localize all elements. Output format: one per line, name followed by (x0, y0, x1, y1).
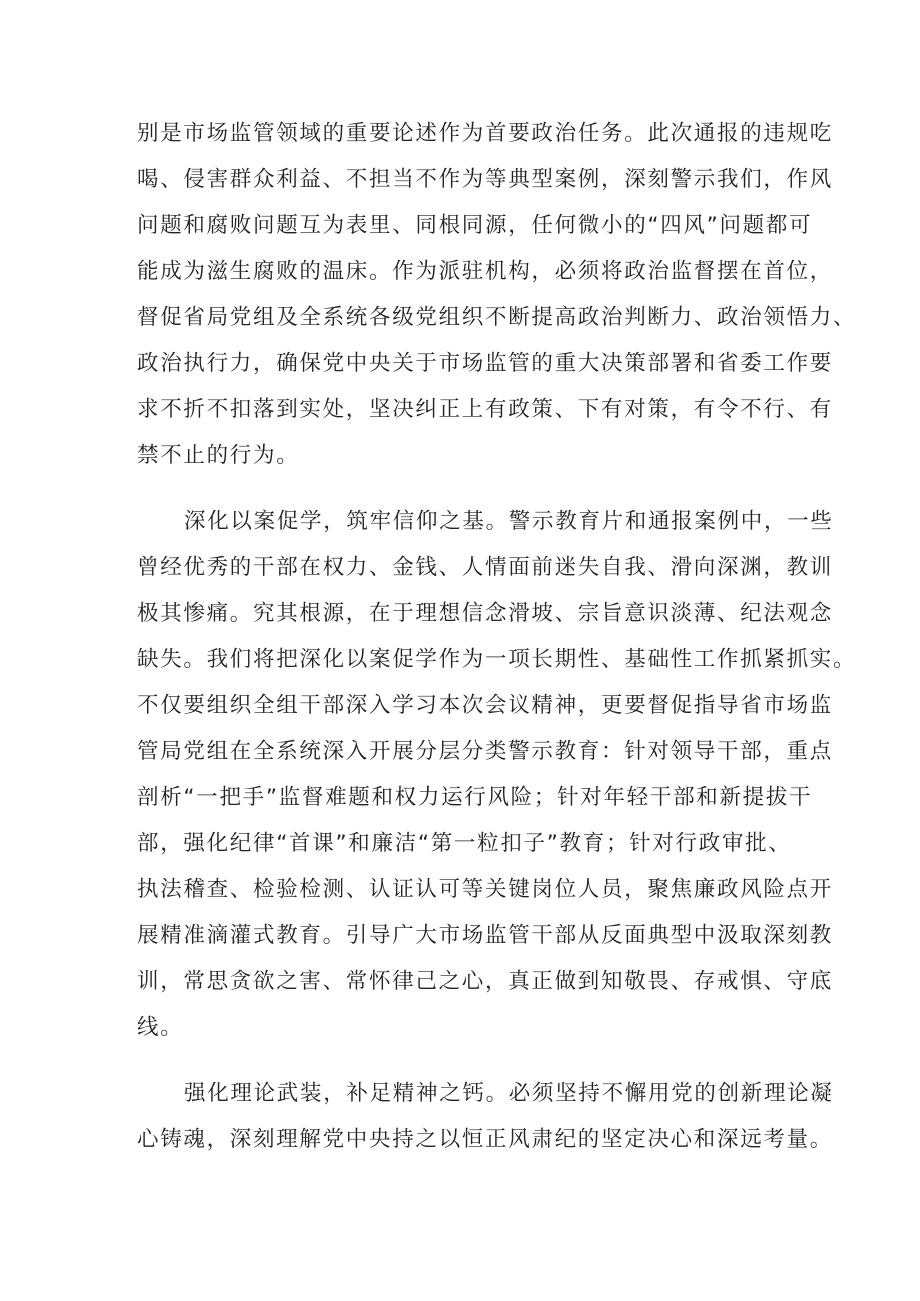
text-line: 极其惨痛。究其根源，在于理想信念滑坡、宗旨意识淡薄、纪法观念 (137, 601, 834, 626)
text-line: 展精准滴灌式教育。引导广大市场监管干部从反面典型中汲取深刻教 (137, 923, 834, 948)
text-line: 别是市场监管领域的重要论述作为首要政治任务。此次通报的违规吃 (137, 121, 834, 146)
text-line: 能成为滋生腐败的温床。作为派驻机构，必须将政治监督摆在首位， (137, 259, 834, 284)
text-line: 线。 (137, 1015, 184, 1040)
text-line: 不仅要组织全组干部深入学习本次会议精神，更要督促指导省市场监 (137, 693, 834, 718)
text-line: 督促省局党组及全系统各级党组织不断提高政治判断力、政治领悟力、 (137, 305, 857, 330)
text-line: 求不折不扣落到实处，坚决纠正上有政策、下有对策，有令不行、有 (137, 397, 834, 422)
text-line: 执法稽查、检验检测、认证认可等关键岗位人员，聚焦廉政风险点开 (137, 877, 834, 902)
text-line: 曾经优秀的干部在权力、金钱、人情面前迷失自我、滑向深渊，教训 (137, 555, 834, 580)
text-line: 问题和腐败问题互为表里、同根同源，任何微小的“四风”问题都可 (137, 213, 813, 238)
text-line: 喝、侵害群众利益、不担当不作为等典型案例，深刻警示我们，作风 (137, 167, 834, 192)
text-line: 禁不止的行为。 (137, 443, 300, 468)
text-line: 管局党组在全系统深入开展分层分类警示教育：针对领导干部，重点 (137, 739, 834, 764)
text-line: 政治执行力，确保党中央关于市场监管的重大决策部署和省委工作要 (137, 351, 834, 376)
text-line: 缺失。我们将把深化以案促学作为一项长期性、基础性工作抓紧抓实。 (137, 647, 857, 672)
text-line: 部，强化纪律“首课”和廉洁“第一粒扣子”教育；针对行政审批、 (137, 831, 792, 856)
text-line: 剖析“一把手”监督难题和权力运行风险；针对年轻干部和新提拔干 (137, 785, 813, 810)
text-line: 心铸魂，深刻理解党中央持之以恒正风肃纪的坚定决心和深远考量。 (137, 1127, 834, 1152)
text-line: 训，常思贪欲之害、常怀律己之心，真正做到知敬畏、存戒惧、守底 (137, 969, 834, 994)
text-line-paragraph-start: 深化以案促学，筑牢信仰之基。警示教育片和通报案例中，一些 (184, 509, 834, 534)
text-line-paragraph-start: 强化理论武装，补足精神之钙。必须坚持不懈用党的创新理论凝 (184, 1081, 834, 1106)
